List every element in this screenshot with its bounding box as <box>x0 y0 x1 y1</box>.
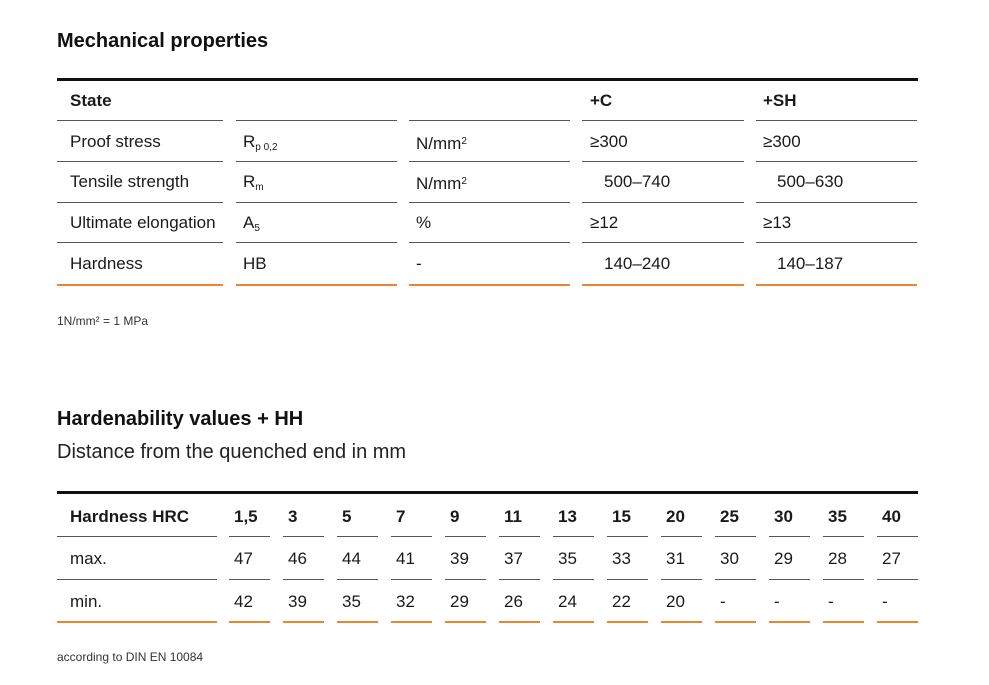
distance-11: 35 <box>828 507 847 526</box>
property-unit: $N/mm^2$ <box>416 174 467 193</box>
value-sh: 140–187 <box>777 254 844 273</box>
table-cell-rule <box>337 536 378 537</box>
property-name: Hardness <box>70 254 143 273</box>
max-value: 29 <box>774 549 793 568</box>
table-cell-rule <box>57 284 223 286</box>
min-value: - <box>774 592 780 611</box>
hardenability-footnote: according to DIN EN 10084 <box>57 650 204 664</box>
table-cell-rule <box>409 120 570 121</box>
table-cell-rule <box>607 579 648 580</box>
distance-3: 7 <box>396 507 406 526</box>
property-name: Proof stress <box>70 132 161 151</box>
min-value: 20 <box>666 592 685 611</box>
table-cell-rule <box>229 579 270 580</box>
table-cell-rule <box>236 161 397 162</box>
distance-8: 20 <box>666 507 685 526</box>
label-min: min. <box>70 592 103 611</box>
max-value: 28 <box>828 549 847 568</box>
table-cell-rule <box>877 621 918 623</box>
property-unit: $N/mm^2$ <box>416 134 467 153</box>
max-value: 47 <box>234 549 253 568</box>
table-cell-rule <box>607 536 648 537</box>
max-value: 46 <box>288 549 307 568</box>
header-c: +C <box>590 91 613 110</box>
table-cell-rule <box>409 161 570 162</box>
hardenability-table-top-rule <box>57 491 918 494</box>
value-c: 140–240 <box>604 254 671 273</box>
distance-7: 15 <box>612 507 631 526</box>
table-cell-rule <box>756 202 917 203</box>
property-symbol: $R_m$ <box>243 172 264 193</box>
min-value: 32 <box>396 592 415 611</box>
table-cell-rule <box>582 242 744 243</box>
table-cell-rule <box>823 536 864 537</box>
table-cell-rule <box>756 242 917 243</box>
table-cell-rule <box>582 120 744 121</box>
value-c: 500–740 <box>604 172 671 191</box>
table-cell-rule <box>553 579 594 580</box>
table-cell-rule <box>877 579 918 580</box>
label-max: max. <box>70 549 107 568</box>
max-value: 41 <box>396 549 415 568</box>
hardenability-title: Hardenability values + HH <box>57 408 304 430</box>
max-value: 37 <box>504 549 523 568</box>
table-cell-rule <box>661 536 702 537</box>
table-cell-rule <box>57 242 223 243</box>
table-cell-rule <box>283 621 324 623</box>
table-cell-rule <box>445 621 486 623</box>
max-value: 31 <box>666 549 685 568</box>
value-sh: ≥13 <box>763 213 792 232</box>
distance-10: 30 <box>774 507 793 526</box>
distance-12: 40 <box>882 507 901 526</box>
distance-9: 25 <box>720 507 739 526</box>
table-cell-rule <box>236 120 397 121</box>
table-cell-rule <box>553 536 594 537</box>
table-cell-rule <box>391 621 432 623</box>
table-cell-rule <box>283 579 324 580</box>
table-cell-rule <box>283 536 324 537</box>
max-value: 33 <box>612 549 631 568</box>
distance-2: 5 <box>342 507 352 526</box>
mechanical-footnote: 1N/mm² = 1 MPa <box>57 314 149 328</box>
header-hardness-hrc: Hardness HRC <box>70 507 190 526</box>
table-cell-rule <box>409 284 570 286</box>
table-cell-rule <box>229 536 270 537</box>
table-cell-rule <box>409 242 570 243</box>
table-cell-rule <box>756 120 917 121</box>
table-cell-rule <box>715 579 756 580</box>
distance-4: 9 <box>450 507 460 526</box>
max-value: 35 <box>558 549 577 568</box>
min-value: 24 <box>558 592 577 611</box>
table-cell-rule <box>769 536 810 537</box>
distance-0: 1,5 <box>234 507 258 526</box>
property-name: Ultimate elongation <box>70 213 216 232</box>
distance-1: 3 <box>288 507 298 526</box>
table-cell-rule <box>499 579 540 580</box>
min-value: 39 <box>288 592 307 611</box>
table-cell-rule <box>57 202 223 203</box>
table-cell-rule <box>445 579 486 580</box>
min-value: 29 <box>450 592 469 611</box>
property-symbol: HB <box>243 254 267 273</box>
table-cell-rule <box>582 161 744 162</box>
table-cell-rule <box>236 202 397 203</box>
min-value: - <box>720 592 726 611</box>
header-sh: +SH <box>763 91 797 110</box>
min-value: - <box>828 592 834 611</box>
max-value: 44 <box>342 549 361 568</box>
table-cell-rule <box>756 284 917 286</box>
value-c: ≥300 <box>590 132 628 151</box>
table-cell-rule <box>715 536 756 537</box>
table-cell-rule <box>57 161 223 162</box>
table-cell-rule <box>715 621 756 623</box>
table-cell-rule <box>607 621 648 623</box>
table-cell-rule <box>445 536 486 537</box>
max-value: 30 <box>720 549 739 568</box>
table-cell-rule <box>57 579 217 580</box>
table-cell-rule <box>409 202 570 203</box>
mechanical-title: Mechanical properties <box>57 30 269 52</box>
property-name: Tensile strength <box>70 172 190 191</box>
max-value: 27 <box>882 549 901 568</box>
table-cell-rule <box>582 202 744 203</box>
max-value: 39 <box>450 549 469 568</box>
property-unit: % <box>416 213 432 232</box>
table-cell-rule <box>877 536 918 537</box>
table-cell-rule <box>499 621 540 623</box>
table-cell-rule <box>391 536 432 537</box>
header-state: State <box>70 91 112 110</box>
min-value: 26 <box>504 592 523 611</box>
value-sh: 500–630 <box>777 172 844 191</box>
table-cell-rule <box>57 120 223 121</box>
mechanical-table-top-rule <box>57 78 918 81</box>
min-value: 22 <box>612 592 631 611</box>
table-cell-rule <box>236 242 397 243</box>
table-cell-rule <box>337 621 378 623</box>
min-value: 35 <box>342 592 361 611</box>
distance-5: 11 <box>504 507 522 526</box>
table-cell-rule <box>229 621 270 623</box>
table-cell-rule <box>337 579 378 580</box>
property-symbol: $R_{p 0,2}$ <box>243 132 278 153</box>
property-symbol: $A_5$ <box>243 213 260 234</box>
min-value: 42 <box>234 592 253 611</box>
value-c: ≥12 <box>590 213 619 232</box>
table-cell-rule <box>661 621 702 623</box>
table-cell-rule <box>823 579 864 580</box>
table-cell-rule <box>236 284 397 286</box>
table-cell-rule <box>769 579 810 580</box>
table-cell-rule <box>756 161 917 162</box>
table-cell-rule <box>57 621 217 623</box>
min-value: - <box>882 592 888 611</box>
table-cell-rule <box>769 621 810 623</box>
table-cell-rule <box>823 621 864 623</box>
table-cell-rule <box>57 536 217 537</box>
table-cell-rule <box>582 284 744 286</box>
table-cell-rule <box>553 621 594 623</box>
distance-6: 13 <box>558 507 577 526</box>
property-unit: - <box>416 254 422 273</box>
table-cell-rule <box>661 579 702 580</box>
value-sh: ≥300 <box>763 132 801 151</box>
hardenability-subtitle: Distance from the quenched end in mm <box>57 441 407 463</box>
table-cell-rule <box>391 579 432 580</box>
table-cell-rule <box>499 536 540 537</box>
